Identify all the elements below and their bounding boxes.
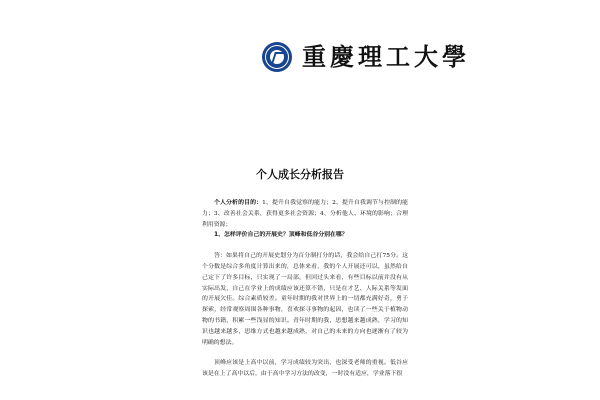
paragraph-gap bbox=[202, 241, 408, 251]
university-name: 重慶理工大學 bbox=[302, 42, 470, 71]
university-header bbox=[262, 42, 470, 72]
document-body bbox=[202, 198, 408, 380]
university-seal-logo bbox=[262, 42, 292, 72]
purpose-paragraph bbox=[202, 198, 408, 230]
purpose-label: 个人分析的目的： bbox=[214, 200, 263, 206]
question-heading: 1、怎样评价自己的开展史？顶峰和低谷分别在哪？ bbox=[214, 232, 348, 239]
paragraph-gap bbox=[202, 348, 408, 358]
seal-emblem-icon bbox=[271, 52, 285, 64]
follow-up-paragraph: 顶峰应该是上高中以前，学习成绩较为突出，也深受老师的重视。低谷应该是在上了高中以后，由于高中学习方法的改变，一时没有适应，学业落下很 bbox=[202, 360, 408, 378]
purpose-text: 1、提升自我觉察的能力；2、提升自我调节与控制的能力；3、改善社会关系，获得更多社会资源；4、分析他人、环境的影响；合理利用资源； bbox=[202, 200, 409, 228]
document-title: 个人成长分析报告 bbox=[256, 168, 344, 181]
answer-paragraph: 答：如果将自己的开展史划分为百分制打分的话，我会给自己打75分。这个分数是综合多角度计算出来的，总体来看，我的个人开展还可以，虽然给自己定下了许多目标，只实现了一局部，但回过头来看，有些目标以前并没有从实际出发，自己在学业上的成绩应该还算不错，只是在才艺、人际关系等发面的开展欠佳。综合素质较差。童年时期的我对世界上的一切都充满好奇，勇于探索，经常观察周围各种事物，喜欢探寻事物的起因，也读了一些关于植物动物的书籍，积累一些浅显的知识。青年时期的我，思想越来越成熟，学习的知识也越来越多，思维方式也越来越成熟，对自己的未来的方向也逐渐有了较为明确的想法。 bbox=[202, 253, 408, 346]
